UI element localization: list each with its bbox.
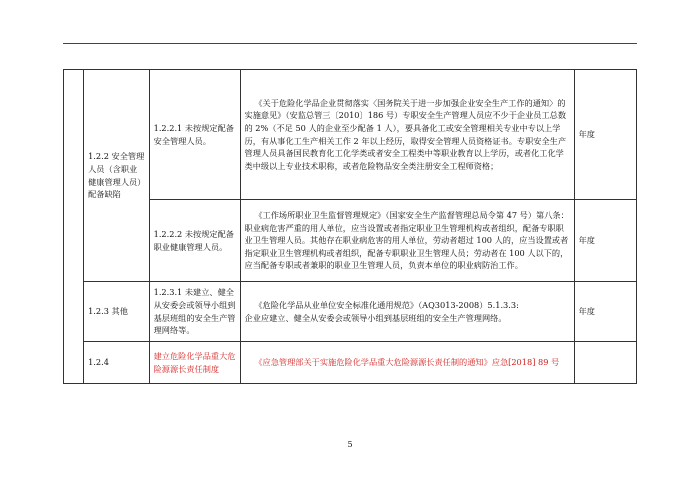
basis-title: 《危险化学品从业单位安全标准化通用规范》（AQ3013-2008）5.1.3.3: [254, 299, 519, 310]
category-cell: 1.2.3 其他 [84, 282, 150, 342]
table-row [64, 70, 637, 200]
frequency-cell [574, 342, 636, 384]
item-cell: 1.2.2.2 未按规定配备职业健康管理人员。 [149, 200, 240, 282]
basis-cell: 《关于危险化学品企业贯彻落实〈国务院关于进一步加强企业安全生产工作的通知〉的实施意见》（安监总管三〔2010〕186 号）专职安全生产管理人员应不少于企业员工总数的 2%（不足 50 人的企业至少配备 1 人），要具备化工或安全管理相关专业中专以上学历，有从事化工生产相关工作 2 年以上经历，取得安全管理人员资格证书。专职安全生产管理人员具备国民教育化工化学类或者安全工程类中等职业教育以上学历，或者化工化学类中级以上专业技术职称，或者危险物品安全类注册安全工程师资格； [240, 70, 574, 200]
header-rule [63, 43, 637, 44]
table-row [64, 282, 637, 342]
page-number: 5 [347, 440, 353, 449]
basis-cell: 《应急管理部关于实施危险化学品重大危险源源长责任制的通知》应急[2018] 89 号 [240, 342, 574, 384]
basis-cell: 《工作场所职业卫生监督管理规定》（国家安全生产监督管理总局令第 47 号）第八条：职业病危害严重的用人单位，应当设置或者指定职业卫生管理机构或者组织，配备专职职业卫生管理人员。其他存在职业病危害的用人单位，劳动者超过 100 人的，应当设置或者指定职业卫生管理机构或者组织，配备专职职业卫生管理人员；劳动者在 100 人以下的，应当配备专职或者兼职的职业卫生管理人员，负责本单位的职业病防治工作。 [240, 200, 574, 282]
frequency-cell: 年度 [574, 200, 636, 282]
frequency-cell: 年度 [574, 70, 636, 200]
item-cell: 建立危险化学品重大危险源源长责任制度 [149, 342, 240, 384]
table-row [64, 200, 637, 282]
section-spacer-cell [64, 70, 84, 384]
item-cell: 1.2.2.1 未按规定配备安全管理人员。 [149, 70, 240, 200]
table-row [64, 342, 637, 384]
category-cell: 1.2.2 安全管理人员（含职业健康管理人员）配备缺陷 [84, 70, 150, 282]
item-cell: 1.2.3.1 未建立、健全从安委会或领导小组到基层班组的安全生产管理网络等。 [149, 282, 240, 342]
regulation-table [63, 69, 637, 384]
category-cell: 1.2.4 [84, 342, 150, 384]
basis-body: 企业应建立、健全从安委会或领导小组到基层班组的安全生产管理网络。 [244, 312, 507, 323]
basis-cell [240, 282, 574, 342]
frequency-cell: 年度 [574, 282, 636, 342]
